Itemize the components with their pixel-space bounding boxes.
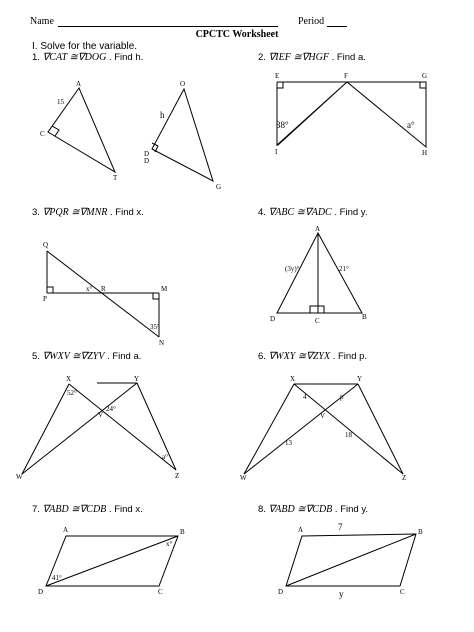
vertex-label: Z xyxy=(175,472,180,480)
vertex-label: V xyxy=(320,412,326,420)
period-label: Period xyxy=(298,16,325,27)
problem-task: . Find a. xyxy=(107,351,142,362)
side-label: p xyxy=(340,393,344,401)
worksheet-title: CPCTC Worksheet xyxy=(195,29,279,40)
vertex-label: G xyxy=(216,183,222,191)
angle-label: a° xyxy=(162,453,168,461)
problem-number: 1. xyxy=(32,52,40,63)
side-label: 18 xyxy=(345,431,352,439)
vertex-label: W xyxy=(240,474,247,482)
problem-task: . Find x. xyxy=(108,504,143,515)
problem-task: . Find p. xyxy=(332,351,368,362)
side-label: 13 xyxy=(285,439,292,447)
problem-number: 7. xyxy=(32,504,40,515)
triangle-abd xyxy=(277,233,362,313)
vertex-label: A xyxy=(76,80,82,88)
congruence-statement: ∇ABC ≅∇ADC xyxy=(268,207,332,218)
vertex-label: I xyxy=(275,148,278,156)
congruence-statement: ∇WXY ≅∇ZYX xyxy=(268,351,331,362)
problem-number: 3. xyxy=(32,207,40,218)
vertex-label: R xyxy=(101,285,106,293)
vertex-label: T xyxy=(113,174,118,182)
congruence-statement: ∇CAT ≅∇DOG xyxy=(42,52,107,63)
vertex-label: A xyxy=(63,526,69,534)
vertex-label: D xyxy=(38,588,44,596)
congruence-statement: ∇PQR ≅∇MNR xyxy=(42,207,108,218)
vertex-label: E xyxy=(275,72,280,80)
problem-task: . Find a. xyxy=(331,52,366,63)
problem-task: . Find h. xyxy=(108,52,144,63)
vertex-label: D xyxy=(144,157,150,165)
vertex-label: V xyxy=(98,411,104,419)
vertex-label: A xyxy=(315,225,321,233)
figure-iefhg xyxy=(277,82,426,147)
problem-number: 6. xyxy=(258,351,266,362)
angle-label: (3y)° xyxy=(285,265,300,273)
triangle-dog xyxy=(152,89,213,181)
vertex-label: W xyxy=(16,473,23,481)
vertex-label: B xyxy=(418,528,423,536)
side-label: h xyxy=(160,110,165,120)
vertex-label: B xyxy=(180,528,185,536)
problem-number: 8. xyxy=(258,504,266,515)
vertex-label: Z xyxy=(402,474,407,482)
problem-number: 5. xyxy=(32,351,40,362)
right-angle-marker xyxy=(310,306,324,313)
side-label: y xyxy=(339,589,344,599)
angle-label: x° xyxy=(166,540,173,548)
angle-label: 52° xyxy=(67,389,77,397)
vertex-label: C xyxy=(158,588,163,596)
vertex-label: P xyxy=(43,295,47,303)
angle-label: 24° xyxy=(106,405,116,413)
vertex-label: C xyxy=(40,130,45,138)
vertex-label: M xyxy=(161,285,168,293)
right-angle-marker xyxy=(277,82,283,88)
vertex-label: O xyxy=(180,80,186,88)
vertex-label: Y xyxy=(357,375,363,383)
vertex-label: N xyxy=(159,339,165,347)
right-angle-marker xyxy=(153,293,159,299)
problem-number: 2. xyxy=(258,52,266,63)
right-angle-marker xyxy=(420,82,426,88)
side-label: 15 xyxy=(57,98,64,106)
angle-label: 38° xyxy=(276,120,289,130)
problem-task: . Find x. xyxy=(110,207,144,218)
vertex-label: F xyxy=(344,72,348,80)
side-label: 4 xyxy=(303,393,307,401)
vertex-label: Q xyxy=(43,241,49,249)
problem-number: 4. xyxy=(258,207,266,218)
section-instruction: I. Solve for the variable. xyxy=(32,41,138,52)
angle-label: x° xyxy=(86,285,93,293)
vertex-label: C xyxy=(400,588,405,596)
right-angle-marker xyxy=(47,287,53,293)
vertex-label: X xyxy=(66,375,72,383)
problem-task: . Find y. xyxy=(334,504,369,515)
vertex-label: H xyxy=(422,149,428,157)
vertex-label: X xyxy=(290,375,296,383)
congruence-statement: ∇WXV ≅∇ZYV xyxy=(42,351,105,362)
angle-label: 35° xyxy=(150,323,160,331)
angle-label: a° xyxy=(407,120,415,130)
vertex-label: D xyxy=(270,315,276,323)
side-label: 7 xyxy=(338,522,343,532)
congruence-statement: ∇ABD ≅∇CDB xyxy=(268,504,333,515)
name-label: Name xyxy=(30,16,54,27)
vertex-label: B xyxy=(362,313,367,321)
vertex-label: D xyxy=(144,150,150,158)
angle-label: 21° xyxy=(339,265,349,273)
vertex-label: C xyxy=(315,317,320,325)
congruence-statement: ∇ABD ≅∇CDB xyxy=(42,504,107,515)
vertex-label: D xyxy=(278,588,284,596)
vertex-label: G xyxy=(422,72,428,80)
congruence-statement: ∇IEF ≅∇HGF xyxy=(268,52,329,63)
problem-task: . Find y. xyxy=(334,207,368,218)
angle-label: 41° xyxy=(52,574,62,582)
vertex-label: Y xyxy=(134,375,140,383)
vertex-label: A xyxy=(298,526,304,534)
